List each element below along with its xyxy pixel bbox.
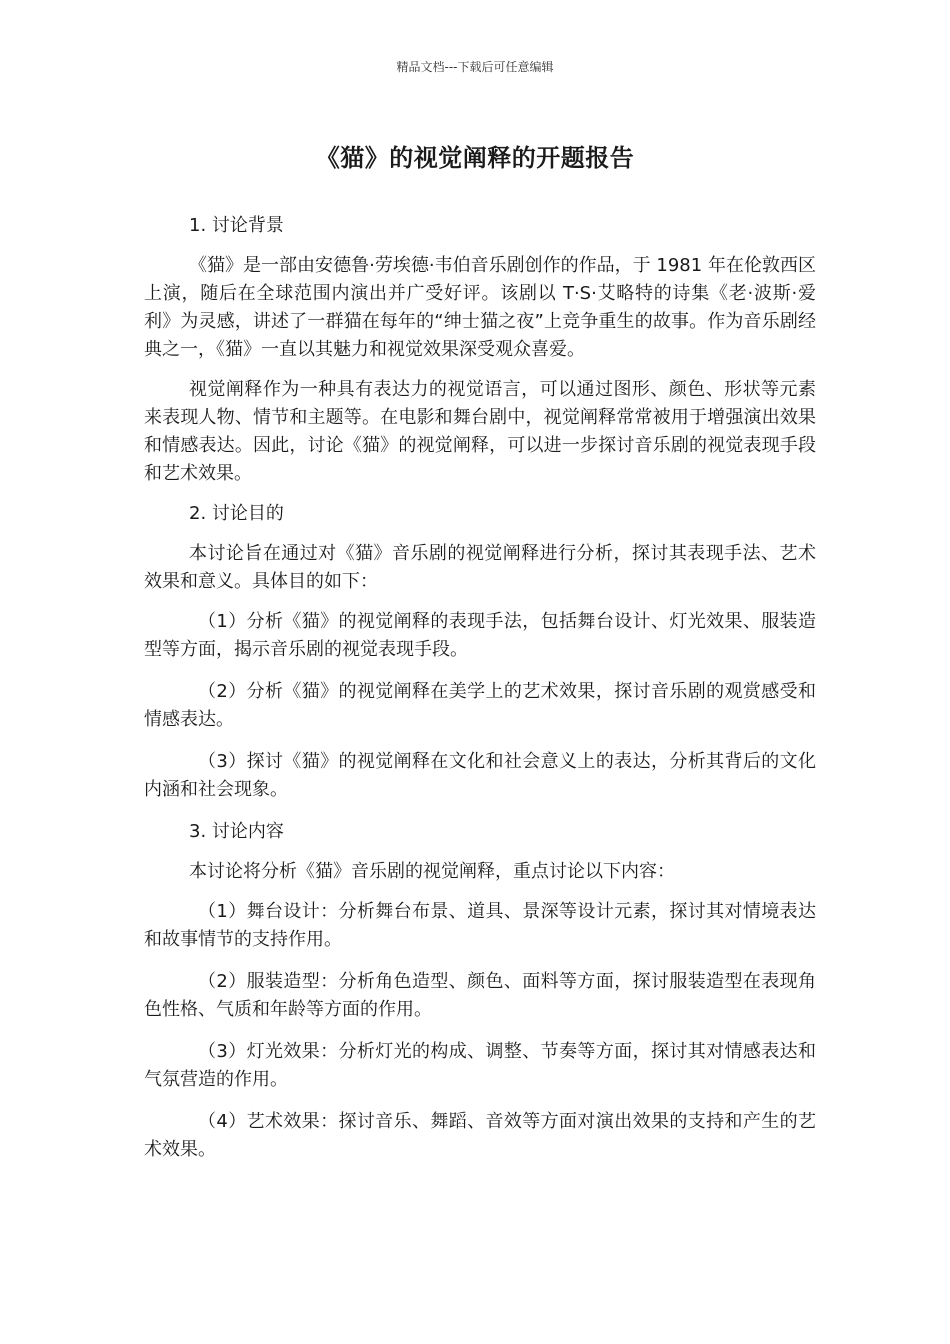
paragraph: 视觉阐释作为一种具有表达力的视觉语言，可以通过图形、颜色、形状等元素来表现人物、情节和主题等。在电影和舞台剧中，视觉阐释常常被用于增强演出效果和情感表达。因此，讨论《猫》的视觉阐释，可以进一步探讨音乐剧的视觉表现手段和艺术效果。	[144, 379, 816, 484]
section-heading-background: 1. 讨论背景	[189, 215, 284, 236]
list-item: （3）灯光效果：分析灯光的构成、调整、节奏等方面，探讨其对情感表达和气氛营造的作用。	[144, 1041, 816, 1090]
list-item: （4）艺术效果：探讨音乐、舞蹈、音效等方面对演出效果的支持和产生的艺术效果。	[144, 1111, 816, 1160]
list-item: （3）探讨《猫》的视觉阐释在文化和社会意义上的表达，分析其背后的文化内涵和社会现象。	[144, 751, 816, 800]
header-note: 精品文档---下载后可任意编辑	[396, 60, 554, 74]
list-item: （2）分析《猫》的视觉阐释在美学上的艺术效果，探讨音乐剧的观赏感受和情感表达。	[144, 681, 816, 730]
paragraph: 本讨论将分析《猫》音乐剧的视觉阐释，重点讨论以下内容：	[189, 861, 675, 882]
document-body	[144, 212, 816, 1178]
list-item: （1）舞台设计：分析舞台布景、道具、景深等设计元素，探讨其对情境表达和故事情节的支持作用。	[144, 901, 816, 950]
paragraph: 本讨论旨在通过对《猫》音乐剧的视觉阐释进行分析，探讨其表现手法、艺术效果和意义。具体目的如下：	[144, 543, 816, 592]
list-item: （1）分析《猫》的视觉阐释的表现手法，包括舞台设计、灯光效果、服装造型等方面，揭示音乐剧的视觉表现手段。	[144, 611, 816, 660]
paragraph: 《猫》是一部由安德鲁·劳埃德·韦伯音乐剧创作的作品，于 1981 年在伦敦西区上演，随后在全球范围内演出并广受好评。该剧以 T·S·艾略特的诗集《老·波斯·爱利》为灵感，讲述了一群猫在每年的“绅士猫之夜”上竞争重生的故事。作为音乐剧经典之一，《猫》一直以其魅力和视觉效果深受观众喜爱。	[144, 255, 816, 360]
list-item: （2）服装造型：分析角色造型、颜色、面料等方面，探讨服装造型在表现角色性格、气质和年龄等方面的作用。	[144, 971, 816, 1020]
section-heading-purpose: 2. 讨论目的	[189, 503, 284, 524]
document-title: 《猫》的视觉阐释的开题报告	[315, 144, 635, 172]
section-heading-content: 3. 讨论内容	[189, 821, 284, 842]
